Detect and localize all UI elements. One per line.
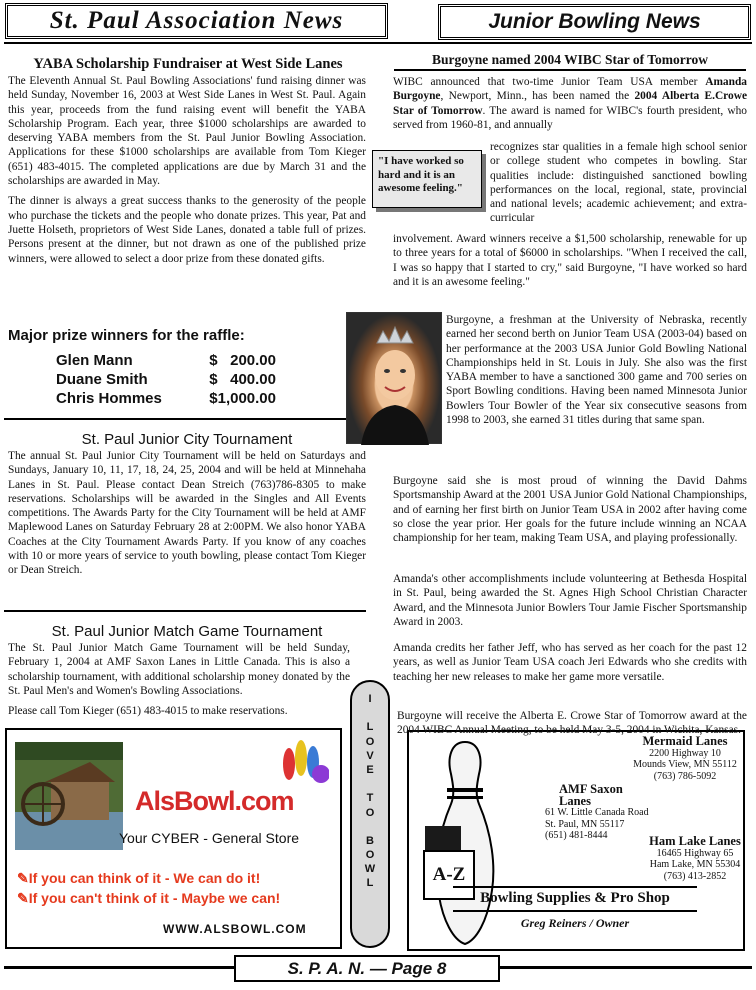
oval-letter: B (366, 834, 374, 847)
shop-rule-top (453, 886, 697, 888)
oval-letter: I (368, 693, 372, 705)
match-title: St. Paul Junior Match Game Tournament (51, 623, 323, 640)
owner-line: Greg Reiners / Owner (520, 916, 630, 930)
yaba-paragraph-2: The dinner is always a great success thanks to the generosity of the people who purchase the tickets and the people who donate prizes. This year, Pat and Juette Holseth, proprietors of West Side Lanes, donated a table full of prizes. Persons present at the dinner, but not drawn as one of the published prize winners, were allowed to select a door prize from these donated gifts. (8, 195, 366, 265)
header-right-title: Junior Bowling News (438, 4, 751, 40)
amanda-name: Amanda Burgoyne (393, 76, 747, 103)
city-body: The annual St. Paul Junior City Tournament will be held on Saturdays and Sundays, January 10, 11, 17, 18, 24, 25, 2004 and will be held at Minnehaha Lanes in St. Paul. Please contact Dean Streich (763)786-8305 to make reservations. Scholarships will be awarded in the Singles and All Events competitions. The Awards Party for the City Tournament will be held at AMF Maplewood Lanes on Saturday February 28 at 2:00PM. We also honor YABA Coaches at the City Tournament Awards Party. If you know of any coaches with 10 or more years of service to youth bowling, please contact Tom Kieger or Dean Streich. (8, 450, 366, 577)
prize-amount: $1,000.00 (209, 390, 276, 407)
oval-letter: E (366, 763, 374, 776)
mermaid-lanes-block: Mermaid Lanes 2200 Highway 10 Mounds View, MN 55112 (763) 786-5092 (633, 734, 737, 782)
ham-lake-lanes-block: Ham Lake Lanes 16465 Highway 65 Ham Lake, MN 55304 (763) 413-2852 (649, 834, 741, 882)
award-name: 2004 Alberta E.Crowe Star of Tomorrow (393, 90, 748, 117)
burgoyne-p5: Amanda credits her father Jeff, who has served as her coach for the past 12 years, as well as Junior Team USA coach Jeri Edwards who she credits with teaching her new releases to make her game more versatile. (393, 642, 747, 683)
alsbowl-url[interactable]: WWW.ALSBOWL.COM (163, 922, 307, 936)
match-body (8, 641, 350, 724)
mill-image (15, 742, 123, 850)
footer-rule-left (4, 966, 234, 969)
burgoyne-p3: Burgoyne said she is most proud of winning the David Dahms Sportsmanship Award at the 2001 USA Junior Gold National Championships, and of earning her first birth on Junior Team USA in 2002 after having come so close the year prior. Her goals for the future include winning an NCAA championship for her team, making Team USA, and playing professionally. (393, 475, 747, 545)
burgoyne-p4: Amanda's other accomplishments include volunteering at Bethesda Hospital in St. Paul, being awarded the St. Agnes High School Christian Character Award, and the Minnesota Junior Bowlers Tour Jamie Fischer Sportsmanship Award in 2003. (393, 573, 747, 628)
burgoyne-title: Burgoyne named 2004 WIBC Star of Tomorrow (394, 52, 746, 71)
oval-letter: O (365, 735, 375, 748)
shop-rule-bottom (453, 910, 697, 912)
burgoyne-p1-top: WIBC announced that two-time Junior Team USA member Amanda Burgoyne, Newport, Minn., has been named the 2004 Alberta E.Crowe Star of Tomorrow. The award is named for WIBC's fourth president, who served from 1960-81, and annually (393, 76, 748, 131)
pencil-icon: ✎ (17, 890, 29, 906)
prize-amount: $ 200.00 (209, 352, 276, 369)
yaba-body (8, 74, 366, 272)
a-z-pro-shop-ad (407, 730, 745, 951)
oval-letter: T (366, 792, 374, 805)
alsbowl-tagline: Your CYBER - General Store (119, 830, 300, 846)
header-rule (4, 42, 752, 44)
section-rule (4, 418, 366, 420)
oval-letter: O (365, 849, 375, 862)
prize-name: Glen Mann (56, 352, 133, 369)
oval-letter: L (366, 877, 374, 890)
page-footer: S. P. A. N. — Page 8 (234, 955, 500, 982)
footer-rule-right (500, 966, 752, 969)
burgoyne-photo (346, 312, 442, 444)
burgoyne-p2: Burgoyne, a freshman at the University of Nebraska, recently earned her second berth on Junior Team USA (2003-04) based on her performance at the 2003 USA Junior Gold Bowling National Championships held in St. Louis in July. She also was the first YABA member to have a sanctioned 300 game and 700 series on Sport Bowling conditions. Having been named Minnesota Junior Bowlers Tour Bowler of the Year six consecutive seasons from 1998 to 2003, she earned 31 titles during that same span. (446, 314, 747, 427)
i-love-to-bowl-oval (350, 680, 390, 948)
match-paragraph-2: Please call Tom Kieger (651) 483-4015 to make reservations. (8, 705, 288, 718)
prize-heading: Major prize winners for the raffle: (8, 327, 245, 344)
a-z-logo: A-Z (423, 850, 475, 900)
bowling-pins-icon (279, 736, 329, 784)
prize-row (56, 352, 276, 371)
prize-list (56, 352, 276, 409)
oval-letter: V (366, 749, 374, 762)
city-title: St. Paul Junior City Tournament (81, 431, 293, 448)
amf-saxon-lanes-block: AMF Saxon Lanes 61 W. Little Canada Road St. Paul, MN 55117 (651) 481-8444 (545, 782, 649, 841)
burgoyne-p6: Burgoyne will receive the Alberta E. Crowe Star of Tomorrow award at the 2004 WIBC Annual Meeting, to be held May 3-5, 2004 in Wichita, Kansas. (397, 710, 747, 737)
burgoyne-p1-end: involvement. Award winners receive a $1,500 scholarship, renewable for up to three years for a total of $6000 in scholarships. "When I received the call, I was so happy that I started to cry," said Burgoyne, "I have worked so hard and it is an awesome feeling." (393, 233, 747, 288)
alsbowl-logo (135, 786, 294, 817)
alsbowl-logo-text: AlsBowl.com (135, 786, 294, 816)
alsbowl-line-1: ✎If you can think of it - We can do it! (17, 870, 261, 886)
prize-row (56, 371, 276, 390)
section-rule (4, 610, 366, 612)
yaba-paragraph-1: The Eleventh Annual St. Paul Bowling Associations' fund raising dinner was held Sunday, November 16, 2003 at West Side Lanes in West St. Paul. Again this year, proceeds from the fund raising event will benefit the YABA Scholarship Program. Each year, three $1000 scholarships are awarded to deserving YABA members from the St. Paul Junior Bowling Association. Applications for these $1000 scholarships are available from Tom Kieger (651) 483-4015. The completed applications are due by March 31 and the scholarships are awarded in May. (8, 75, 366, 188)
portrait-image (347, 313, 443, 445)
pull-quote: "I have worked so hard and it is an awesome feeling." (372, 150, 482, 208)
burgoyne-p1-wrap: recognizes star qualities in a female high school senior or college student who competes in bowling. Star qualities include: distinguished sanctioned bowling performances on the local, regional, state, provincial and national levels; academic achievement; and extra-curricular (490, 141, 747, 225)
alsbowl-line-2: ✎If you can't think of it - Maybe we can! (17, 890, 281, 906)
header-left-title: St. Paul Association News (5, 3, 388, 39)
alsbowl-ad[interactable] (5, 728, 342, 949)
prize-row (56, 390, 276, 409)
pro-shop-title: Bowling Supplies & Pro Shop (480, 890, 670, 906)
prize-amount: $ 400.00 (209, 371, 276, 388)
prize-name: Duane Smith (56, 371, 148, 388)
match-paragraph-1: The St. Paul Junior Match Game Tournament will be held Sunday, February 1, 2004 at AMF Saxon Lanes in Little Canada. This is also a scholarship tournament, with additional scholarship money donated by the St. Paul Men's and Women's Bowling Associations. (8, 642, 350, 697)
yaba-title: YABA Scholarship Fundraiser at West Side Lanes (33, 56, 343, 72)
oval-letter: L (366, 721, 374, 734)
oval-letter: O (365, 806, 375, 819)
oval-letter: W (364, 863, 376, 876)
prize-name: Chris Hommes (56, 390, 162, 407)
pencil-icon: ✎ (17, 870, 29, 886)
